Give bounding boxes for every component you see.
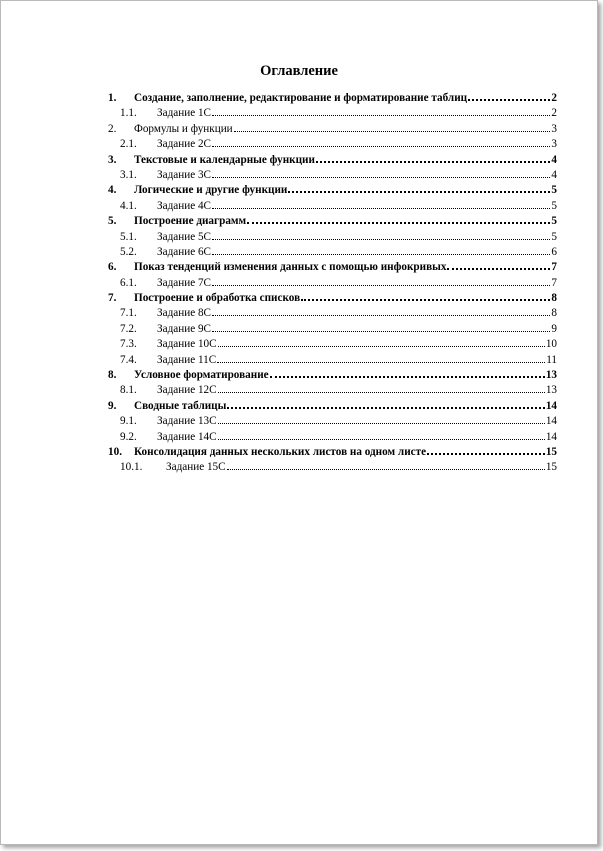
toc-entry-section[interactable] (108, 368, 557, 383)
toc-dot-leader (227, 460, 545, 470)
toc-entry-subsection[interactable] (108, 383, 557, 398)
toc-entry-subsection[interactable] (108, 230, 557, 245)
toc-entry-page: 13 (545, 369, 557, 382)
toc-entry-text: Построение и обработка списков (134, 292, 301, 305)
toc-entry-page: 7 (551, 261, 557, 274)
toc-entry-subsection[interactable] (108, 337, 557, 352)
toc-entry-page: 6 (551, 245, 557, 258)
toc-dot-leader (212, 306, 550, 316)
toc-entry-text: Задание 1С (157, 107, 212, 120)
toc-dot-leader (212, 322, 550, 332)
toc-dot-leader (218, 383, 545, 393)
toc-dot-leader (212, 199, 550, 209)
toc-entry-subsection[interactable] (108, 168, 557, 183)
toc-entry-page: 15 (545, 461, 557, 474)
toc-entry-number: 2. (108, 122, 117, 135)
toc-entry-number: 4.1. (120, 199, 137, 212)
toc-dot-leader (427, 445, 545, 455)
toc-entry-page: 3 (551, 122, 557, 135)
toc-entry-text: Задание 12С (157, 384, 217, 397)
toc-dot-leader (234, 122, 550, 132)
toc-entry-text: Показ тенденций изменения данных с помощью инфокривых (134, 261, 447, 274)
toc-entry-section[interactable] (108, 399, 557, 414)
toc-entry-text: Задание 11С (157, 353, 217, 366)
toc-entry-number: 7.3. (120, 338, 137, 351)
toc-entry-subsection[interactable] (108, 430, 557, 445)
toc-entry-number: 5.1. (120, 230, 137, 243)
toc-dot-leader (212, 137, 550, 147)
toc-dot-leader (212, 106, 550, 116)
toc-entry-number: 10. (108, 445, 122, 458)
toc-entry-page: 8 (551, 292, 557, 305)
toc-entry-page: 2 (551, 92, 557, 104)
toc-dot-leader (212, 245, 550, 255)
toc-entry-text: Задание 10С (157, 338, 217, 351)
toc-entry-text: Консолидация данных нескольких листов на одном листе (134, 445, 427, 458)
toc-entry-subsection[interactable] (108, 137, 557, 152)
toc-entry-section[interactable] (108, 183, 557, 198)
toc-dot-leader (218, 430, 545, 440)
toc-dot-leader (468, 91, 550, 101)
toc-entry-text: Задание 2С (157, 138, 212, 151)
toc-entry-page: 11 (546, 353, 557, 366)
toc-dot-leader (447, 260, 550, 270)
toc-entry-text: Текстовые и календарные функции (134, 153, 315, 166)
toc-entry-number: 7.1. (120, 307, 137, 320)
toc-entry-subsection[interactable] (108, 322, 557, 337)
toc-entry-section[interactable] (108, 153, 557, 168)
toc-entry-subsection[interactable] (108, 353, 557, 368)
toc-entry-text: Задание 5С (157, 230, 212, 243)
toc-entry-number: 3.1. (120, 168, 137, 181)
toc-entry-text: Создание, заполнение, редактирование и форматирование таблиц (134, 92, 468, 104)
toc-dot-leader (218, 414, 545, 424)
toc-entry-number: 5.2. (120, 245, 137, 258)
toc-entry-text: Задание 13С (157, 415, 217, 428)
toc-entry-page: 3 (551, 138, 557, 151)
toc-dot-leader (218, 337, 545, 347)
toc-dot-leader (301, 291, 550, 301)
toc-entry-page: 5 (551, 184, 557, 197)
toc-entry-page: 14 (545, 415, 557, 428)
toc-entry-page: 14 (545, 399, 557, 412)
toc-entry-subsection[interactable] (108, 106, 557, 121)
toc-entry-text: Задание 9С (157, 322, 212, 335)
toc-entry-page: 15 (545, 445, 557, 458)
toc-entry-section[interactable] (108, 291, 557, 306)
toc-entry-subsection[interactable] (108, 276, 557, 291)
toc-entry-number: 7. (108, 292, 117, 305)
toc-entry-number: 7.4. (120, 353, 137, 366)
toc-entry-number: 7.2. (120, 322, 137, 335)
toc-entry-page: 5 (551, 230, 557, 243)
toc-dot-leader (217, 353, 545, 363)
toc-entry-text: Формулы и функции (134, 122, 233, 135)
table-of-contents (108, 91, 557, 476)
toc-entry-page: 2 (551, 107, 557, 120)
toc-entry-text: Задание 7С (157, 276, 212, 289)
toc-entry-text: Задание 8С (157, 307, 212, 320)
toc-entry-number: 6.1. (120, 276, 137, 289)
toc-entry-text: Построение диаграмм (134, 215, 247, 228)
toc-dot-leader (316, 153, 550, 163)
toc-entry-page: 9 (551, 322, 557, 335)
toc-entry-page: 4 (551, 168, 557, 181)
toc-entry-number: 8. (108, 369, 117, 382)
toc-entry-text: Условное форматирование (134, 369, 269, 382)
toc-entry-section[interactable] (108, 445, 557, 460)
toc-entry-page: 5 (551, 199, 557, 212)
toc-entry-text: Задание 6С (157, 245, 212, 258)
toc-entry-number: 3. (108, 153, 117, 166)
toc-entry-number: 9.2. (120, 430, 137, 443)
toc-dot-leader (247, 214, 550, 224)
toc-entry-number: 4. (108, 184, 117, 197)
toc-entry-page: 8 (551, 307, 557, 320)
toc-entry-number: 9. (108, 399, 117, 412)
toc-entry-section[interactable] (108, 214, 557, 229)
toc-entry-page: 7 (551, 276, 557, 289)
toc-entry-number: 6. (108, 261, 117, 274)
toc-entry-subsection[interactable] (108, 199, 557, 214)
toc-entry-section[interactable] (108, 122, 557, 137)
toc-entry-page: 5 (551, 215, 557, 228)
toc-entry-number: 8.1. (120, 384, 137, 397)
toc-dot-leader (270, 368, 545, 378)
toc-dot-leader (288, 183, 550, 193)
toc-entry-text: Задание 14С (157, 430, 217, 443)
toc-entry-text: Задание 15С (166, 461, 226, 474)
toc-entry-text: Сводные таблицы (134, 399, 227, 412)
toc-entry-section[interactable] (108, 91, 557, 106)
toc-entry-text: Логические и другие функции (134, 184, 288, 197)
toc-entry-number: 1.1. (120, 107, 137, 120)
toc-entry-page: 13 (545, 384, 557, 397)
toc-entry-number: 5. (108, 215, 117, 228)
toc-entry-section[interactable] (108, 260, 557, 275)
toc-dot-leader (227, 399, 544, 409)
toc-entry-page: 10 (545, 338, 557, 351)
toc-entry-text: Задание 4С (157, 199, 212, 212)
toc-entry-number: 10.1. (120, 461, 143, 474)
toc-dot-leader (212, 276, 550, 286)
toc-dot-leader (212, 168, 550, 178)
toc-entry-subsection[interactable] (108, 460, 557, 475)
toc-entry-number: 1. (108, 92, 117, 104)
toc-entry-text: Задание 3С (157, 168, 212, 181)
toc-entry-subsection[interactable] (108, 414, 557, 429)
toc-dot-leader (212, 230, 550, 240)
toc-entry-page: 4 (551, 153, 557, 166)
toc-entry-page: 14 (545, 430, 557, 443)
toc-entry-subsection[interactable] (108, 245, 557, 260)
toc-entry-subsection[interactable] (108, 306, 557, 321)
toc-title: Оглавление (260, 63, 338, 79)
toc-entry-number: 2.1. (120, 138, 137, 151)
toc-entry-number: 9.1. (120, 415, 137, 428)
